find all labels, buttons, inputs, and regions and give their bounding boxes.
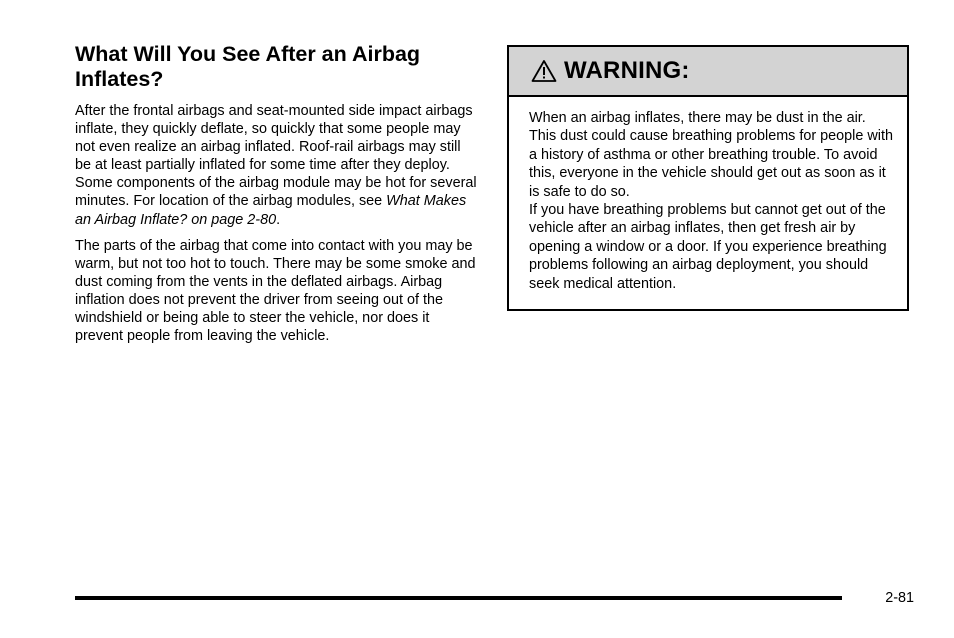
warning-paragraph-dust: When an airbag inflates, there may be dust in the air. This dust could cause breathing problems for people with a history of asthma or other breathing trouble. To avoid this, everyone in the vehicle should get out as soon as it is safe to do so. xyxy=(529,110,893,200)
paragraph-airbag-contact: The parts of the airbag that come into contact with you may be warm, but not too hot to touch. There may be some smoke and dust coming from the vents in the deflated airbags. Airbag inflation does not prevent the driver from seeing out of the windshield or being able to steer the vehicle, nor does it prevent people from leaving the vehicle. xyxy=(75,237,476,345)
warning-triangle-icon xyxy=(531,59,557,83)
warning-box xyxy=(507,45,909,311)
warning-body xyxy=(509,97,907,293)
footer-rule xyxy=(75,596,842,600)
paragraph-airbag-deflation xyxy=(75,102,480,229)
paragraph-airbag-deflation-text: After the frontal airbags and seat-mounted side impact airbags inflate, they quickly deflate, so quickly that some people may not even realize an airbag inflated. Roof-rail airbags may still be at least partially inflated for some time after they deploy. Some components of the airbag module may be hot for several minutes. For location of the airbag modules, see xyxy=(75,103,477,210)
warning-paragraph-breathing: If you have breathing problems but cannot get out of the vehicle after an airbag inflates, then get fresh air by opening a window or a door. If you experience breathing problems following an airbag deployment, you should seek medical attention. xyxy=(529,202,887,292)
warning-header xyxy=(509,47,907,97)
section-heading: What Will You See After an Airbag Inflates? xyxy=(75,42,421,91)
paragraph-end-punctuation: . xyxy=(276,211,281,228)
left-column xyxy=(75,42,480,353)
warning-title: WARNING: xyxy=(564,57,690,84)
cross-reference-link[interactable]: What Makes an Airbag Inflate? on page 2-80 xyxy=(75,193,467,228)
page-number: 2-81 xyxy=(885,590,914,606)
